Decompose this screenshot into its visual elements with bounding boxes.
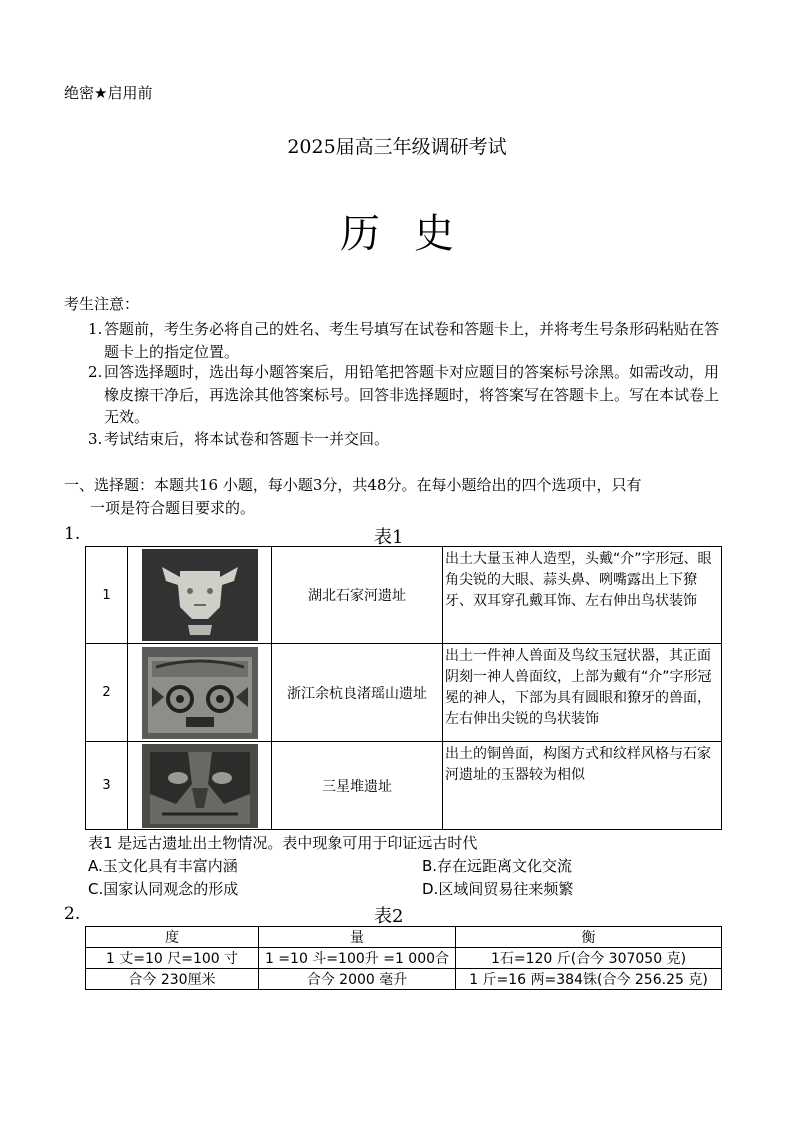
column-header-weight: 衡 <box>456 927 722 948</box>
artifact-description: 出土大量玉神人造型，头戴“介”字形冠、眼角尖锐的大眼、蒜头鼻、咧嘴露出上下獠牙、双耳穿孔戴耳饰、左右伸出鸟状装饰 <box>443 547 722 644</box>
artifact-image-cell <box>128 742 272 830</box>
option-d: D.区域间贸易往来频繁 <box>422 880 574 898</box>
table-1 <box>85 546 722 830</box>
notice-item-3 <box>88 428 728 451</box>
row-number: 3 <box>86 742 128 830</box>
option-a: A.玉文化具有丰富内涵 <box>88 857 238 875</box>
notice-item-number: 2. <box>88 363 103 381</box>
site-name: 湖北石家河遗址 <box>272 547 443 644</box>
table-1-caption: 表1 <box>374 527 404 548</box>
section-instructions <box>64 474 732 520</box>
notice-item-text: 答题前，考生务必将自己的姓名、考生号填写在试卷和答题卡上，并将考生号条形码粘贴在答题卡上的指定位置。 <box>104 320 720 361</box>
table-cell: 合今 2000 毫升 <box>259 969 456 990</box>
notice-heading: 考生注意： <box>64 295 140 313</box>
exam-title: 2025届高三年级调研考试 <box>287 136 507 158</box>
table-row <box>86 547 722 644</box>
question-2-number: 2. <box>64 904 81 924</box>
notice-item-text: 考试结束后，将本试卷和答题卡一并交回。 <box>104 430 390 448</box>
table-row <box>86 948 722 969</box>
table-row <box>86 644 722 742</box>
table-row <box>86 742 722 830</box>
row-number: 1 <box>86 547 128 644</box>
table-cell: 1 丈=10 尺=100 寸 <box>86 948 259 969</box>
row-number: 2 <box>86 644 128 742</box>
table-2 <box>85 926 722 990</box>
section-line-2: 一项是符合题目要求的。 <box>90 499 256 517</box>
table-cell: 1 斤=16 两=384铢(合今 256.25 克) <box>456 969 722 990</box>
secret-label: 绝密★启用前 <box>64 84 153 102</box>
table-row <box>86 969 722 990</box>
column-header-volume: 量 <box>259 927 456 948</box>
notice-item-2 <box>88 361 728 429</box>
option-b: B.存在远距离文化交流 <box>422 857 573 875</box>
section-line-1: 一、选择题：本题共16 小题，每小题3分，共48分。在每小题给出的四个选项中，只有 <box>64 476 642 494</box>
bronze-mask-photo <box>142 744 258 828</box>
artifact-description: 出土一件神人兽面及鸟纹玉冠状器，其正面阴刻一神人兽面纹，上部为戴有“介”字形冠冕的神人，下部为具有圆眼和獠牙的兽面，左右伸出尖锐的鸟状装饰 <box>443 644 722 742</box>
option-c: C.国家认同观念的形成 <box>88 880 239 898</box>
artifact-image-cell <box>128 547 272 644</box>
question-1-number: 1. <box>64 524 81 544</box>
notice-item-number: 1. <box>88 320 103 338</box>
column-header-length: 度 <box>86 927 259 948</box>
jade-crown-photo <box>142 647 258 739</box>
table-cell: 合今 230厘米 <box>86 969 259 990</box>
subject-title: 历史 <box>340 211 488 257</box>
question-1-stem: 表1 是远古遗址出土物情况。表中现象可用于印证远古时代 <box>88 834 478 852</box>
jade-mask-photo <box>142 549 258 641</box>
notice-item-1 <box>88 318 728 363</box>
table-2-caption: 表2 <box>374 906 404 927</box>
table-cell: 1石=120 斤(合今 307050 克) <box>456 948 722 969</box>
site-name: 浙江余杭良渚瑶山遗址 <box>272 644 443 742</box>
site-name: 三星堆遗址 <box>272 742 443 830</box>
notice-item-number: 3. <box>88 430 103 448</box>
artifact-description: 出土的铜兽面，构图方式和纹样风格与石家河遗址的玉器较为相似 <box>443 742 722 830</box>
table-header-row <box>86 927 722 948</box>
artifact-image-cell <box>128 644 272 742</box>
notice-item-text: 回答选择题时，选出每小题答案后，用铅笔把答题卡对应题目的答案标号涂黑。如需改动，用橡皮擦干净后，再选涂其他答案标号。回答非选择题时，将答案写在答题卡上。写在本试卷上无效。 <box>104 363 720 426</box>
table-cell: 1 =10 斗=100升 =1 000合 <box>259 948 456 969</box>
